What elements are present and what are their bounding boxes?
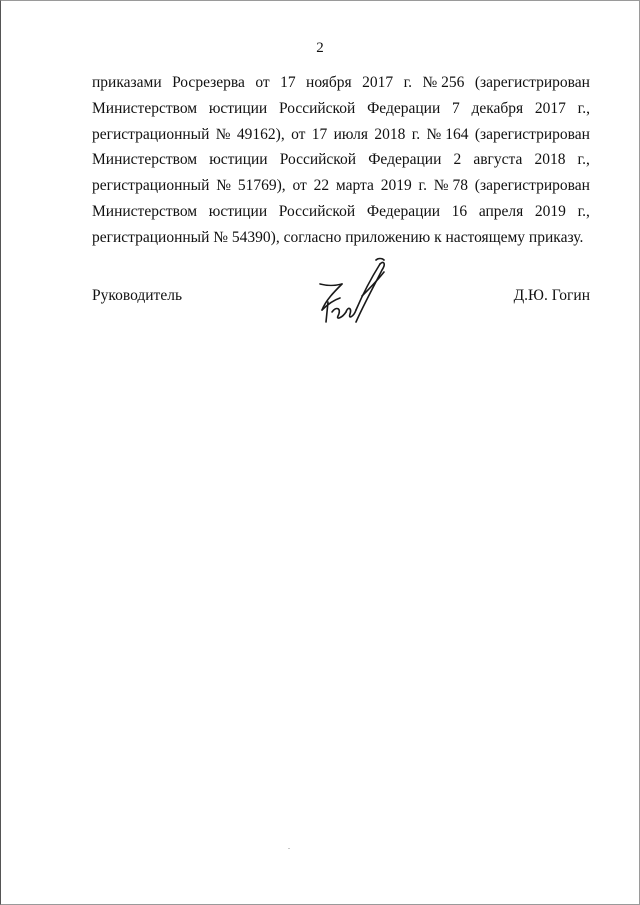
body-word: 2019 xyxy=(534,202,566,220)
body-word: № xyxy=(216,177,232,195)
body-line xyxy=(92,70,590,96)
body-word: августа xyxy=(473,151,523,169)
body-word: 2 xyxy=(453,151,462,169)
body-word: апреля xyxy=(478,202,524,220)
body-word: № 78 xyxy=(433,177,468,195)
body-word: 17 xyxy=(280,74,296,91)
body-line xyxy=(92,122,590,148)
page-number: 2 xyxy=(316,40,324,56)
body-word: Министерством xyxy=(92,99,198,117)
body-word: г. xyxy=(411,125,421,143)
body-word: 51769), xyxy=(237,177,286,195)
body-word: марта xyxy=(335,177,374,195)
body-word: 2017 xyxy=(534,99,566,117)
body-word: г. xyxy=(403,74,413,91)
body-word: юстиции xyxy=(209,151,268,169)
body-word: юстиции xyxy=(208,202,268,220)
body-word: 2018 xyxy=(374,125,406,143)
body-word: г., xyxy=(577,151,590,169)
body-word: № 256 xyxy=(422,74,465,91)
signer-name: Д.Ю. Гогин xyxy=(513,287,590,304)
body-word: Федерации xyxy=(368,151,442,169)
body-line xyxy=(92,199,590,225)
body-word: Российской xyxy=(278,202,356,220)
body-line xyxy=(92,96,590,122)
body-word: регистрационный xyxy=(92,177,210,195)
body-word: № 164 xyxy=(426,125,469,143)
body-word: г. xyxy=(418,177,427,195)
body-word: 22 xyxy=(313,177,330,195)
body-word: г., xyxy=(577,202,590,220)
body-word: (зарегистрирован xyxy=(474,74,590,91)
body-word: Российской xyxy=(278,99,356,117)
body-text xyxy=(92,70,590,251)
body-word: Министерством xyxy=(92,151,198,169)
body-word: ноября xyxy=(306,74,352,91)
body-word: Российской xyxy=(279,151,357,169)
body-word: Министерством xyxy=(92,202,198,220)
body-word: 2018 xyxy=(534,151,566,169)
body-word: 16 xyxy=(451,202,468,220)
body-word: № xyxy=(215,125,231,143)
body-word: 49162), xyxy=(236,125,285,143)
body-word: регистрационный xyxy=(92,125,210,143)
body-word: приказами xyxy=(92,74,162,91)
body-word: декабря xyxy=(471,99,524,117)
body-word: (зарегистрирован xyxy=(474,177,590,195)
signer-role: Руководитель xyxy=(92,287,183,304)
handwritten-signature xyxy=(318,256,394,332)
body-word: 2019 xyxy=(380,177,412,195)
body-line xyxy=(92,173,590,199)
scan-artifact xyxy=(288,848,290,849)
body-word: 2017 xyxy=(362,74,394,91)
body-word: от xyxy=(255,74,270,91)
body-word: Росрезерва xyxy=(172,74,245,91)
body-word: от xyxy=(292,177,307,195)
body-word: июля xyxy=(333,125,368,143)
body-line xyxy=(92,225,590,251)
body-word: 7 xyxy=(451,99,460,117)
body-word: юстиции xyxy=(208,99,268,117)
body-word: г., xyxy=(577,99,590,117)
body-line xyxy=(92,147,590,173)
body-word: Федерации xyxy=(366,202,441,220)
body-word: от xyxy=(291,125,306,143)
body-word: (зарегистрирован xyxy=(474,125,590,143)
body-word: регистрационный № 54390), согласно приложению к настоящему приказу. xyxy=(92,228,584,246)
body-word: 17 xyxy=(311,125,328,143)
body-word: Федерации xyxy=(367,99,441,117)
